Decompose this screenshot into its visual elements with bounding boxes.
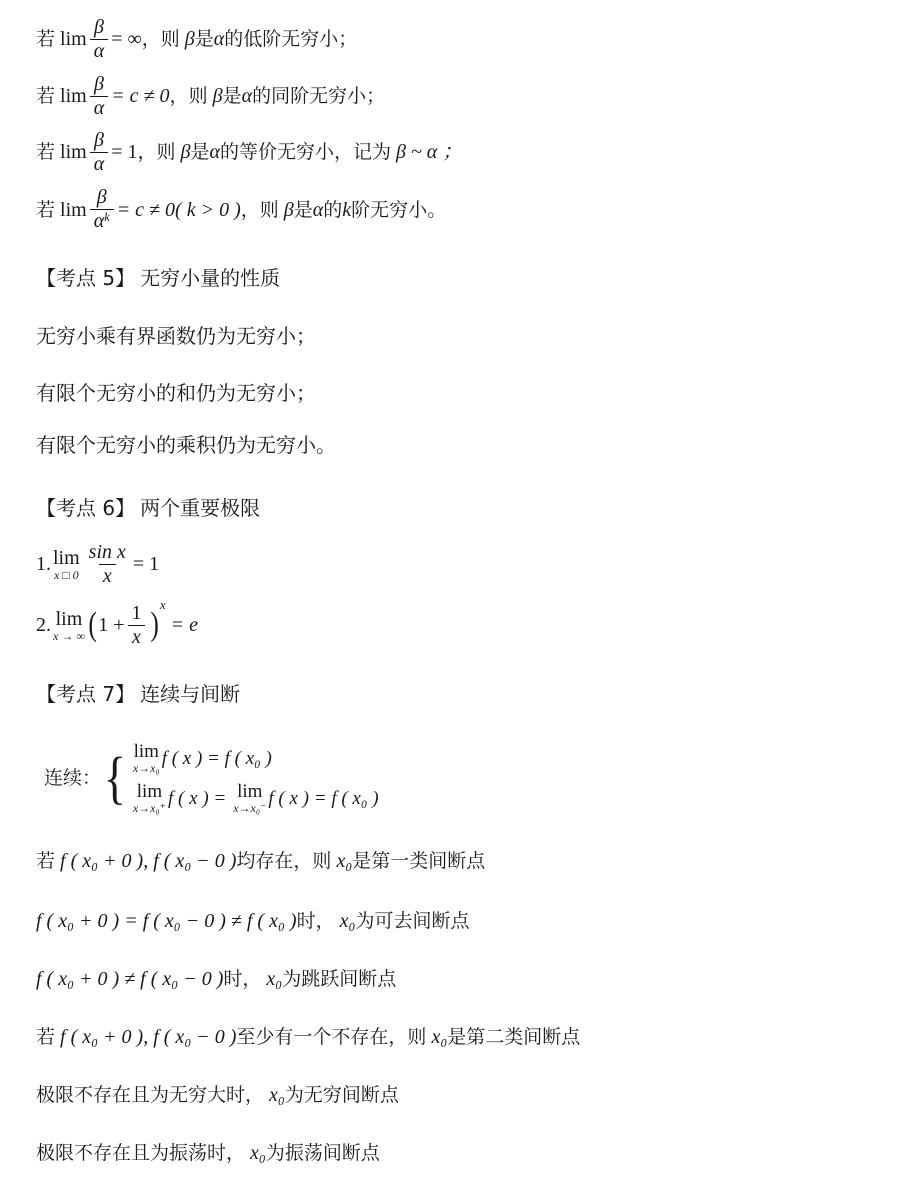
heading-kaodian-7 <box>36 678 866 726</box>
numerator-sinx: sin x <box>88 540 126 563</box>
continuity-row-1 <box>131 742 379 774</box>
then-ze: 则 <box>156 140 176 163</box>
formula-continuity-system <box>36 726 866 830</box>
relation-one: = 1 <box>111 141 138 163</box>
lim-with-subscript <box>53 548 80 581</box>
condition-k-positive: ( k > 0 ) <box>175 199 241 221</box>
lim-with-subscript-left <box>233 782 266 814</box>
kaodian-5-title: 无穷小量的性质 <box>140 266 281 290</box>
symbol-beta: β <box>180 141 191 163</box>
formula-same-order <box>36 68 866 124</box>
symbol-alpha: α <box>312 199 324 221</box>
numerator-beta: β <box>93 128 104 151</box>
kaodian-5-item-3 <box>36 420 866 472</box>
kaodian-5-item-1 <box>36 306 866 368</box>
kaodian-5-item-3-text: 有限个无穷小的乘积仍为无穷小。 <box>36 435 336 457</box>
continuity-row-2-expr-2: f ( x ) = f ( x₀ ) <box>268 787 379 809</box>
statement-removable <box>36 892 866 950</box>
system-rows <box>131 742 379 814</box>
is-shi: 是 <box>222 84 242 107</box>
symbol-alpha: α <box>213 28 225 50</box>
statement-2-mid: 时， <box>296 909 335 932</box>
fraction-beta-alpha-k <box>90 187 114 232</box>
prefix-ruo: 若 <box>36 27 56 50</box>
formula-lower-order <box>36 10 866 68</box>
statement-3-var: x₀ <box>266 968 283 990</box>
lim-operator: lim <box>60 28 87 50</box>
symbol-alpha: α <box>209 141 220 163</box>
comma-3: ， <box>137 140 157 163</box>
statement-first-kind <box>36 830 866 892</box>
statement-4-end: 是第二类间断点 <box>447 1025 581 1048</box>
statement-4-pre: 若 <box>36 1025 56 1048</box>
lim-subscript: x→x₀ <box>132 761 160 775</box>
limit-2-index: 2. <box>36 614 51 636</box>
statement-1-mid: 均存在，则 <box>236 849 332 872</box>
prefix-ruo: 若 <box>36 198 56 221</box>
numerator-beta: β <box>93 15 104 38</box>
is-shi: 是 <box>293 198 313 221</box>
equals-e: = e <box>170 614 198 636</box>
continuity-row-2-expr-1: f ( x ) = <box>168 787 227 809</box>
lim-operator: lim <box>60 85 87 107</box>
statement-infinite <box>36 1066 866 1124</box>
tail-pre-de: 的 <box>323 198 343 221</box>
kaodian-6-label: 【考点 6】 <box>36 496 136 520</box>
statement-6-var: x₀ <box>250 1142 266 1164</box>
fraction-beta-alpha <box>90 130 109 175</box>
prefix-ruo: 若 <box>36 140 56 163</box>
lim-operator: lim <box>60 199 87 221</box>
open-paren: ( <box>88 605 97 643</box>
lim-subscript: x→x₀⁻ <box>233 801 267 815</box>
formula-limit-e <box>36 592 866 658</box>
relation-c-nonzero: = c ≠ 0 <box>111 85 170 107</box>
lim-operator: lim <box>53 546 80 569</box>
tail-text-4: 阶无穷小。 <box>351 198 447 221</box>
statement-1-end: 是第一类间断点 <box>352 849 486 872</box>
base-one-plus: 1 + <box>98 614 125 636</box>
numerator-beta: β <box>93 72 104 95</box>
symbol-beta: β <box>184 28 195 50</box>
then-ze: 则 <box>259 198 279 221</box>
statement-3-math: f ( x₀ + 0 ) ≠ f ( x₀ − 0 ) <box>36 968 224 990</box>
then-ze: 则 <box>188 84 208 107</box>
comma-2: ， <box>169 84 189 107</box>
prefix-ruo: 若 <box>36 84 56 107</box>
denominator-x: x <box>128 625 145 648</box>
lim-subscript: x → ∞ <box>53 628 85 643</box>
is-shi: 是 <box>190 140 210 163</box>
lim-with-subscript <box>53 609 85 642</box>
numerator-beta: β <box>96 186 107 209</box>
fraction-sinx-over-x <box>85 542 130 587</box>
comma-4: ， <box>240 198 260 221</box>
statement-second-kind <box>36 1008 866 1066</box>
kaodian-5-label: 【考点 5】 <box>36 266 136 290</box>
formula-k-order <box>36 180 866 240</box>
statement-4-mid: 至少有一个不存在，则 <box>236 1025 427 1048</box>
statement-2-math: f ( x₀ + 0 ) = f ( x₀ − 0 ) ≠ f ( x₀ ) <box>36 910 297 932</box>
lim-operator: lim <box>136 781 163 802</box>
statement-3-mid: 时， <box>223 967 262 990</box>
statement-5-end: 为无穷间断点 <box>284 1083 399 1106</box>
symbol-alpha: α <box>241 85 253 107</box>
is-shi: 是 <box>194 27 214 50</box>
limit-1-index: 1. <box>36 553 51 575</box>
comma-1: ， <box>141 27 161 50</box>
statement-jump <box>36 950 866 1008</box>
close-paren: ) <box>149 605 159 643</box>
statement-2-end: 为可去间断点 <box>355 909 470 932</box>
continuity-row-1-expr: f ( x ) = f ( x₀ ) <box>161 747 272 769</box>
kaodian-7-title: 连续与间断 <box>140 682 241 706</box>
denominator-alpha: α <box>90 96 109 119</box>
kaodian-6-title: 两个重要极限 <box>140 496 261 520</box>
denominator-x: x <box>99 564 116 587</box>
statement-3-end: 为跳跃间断点 <box>282 967 397 990</box>
statement-oscillating <box>36 1124 866 1182</box>
tail-text-2: 的同阶无穷小； <box>252 84 386 107</box>
statement-5-pre: 极限不存在且为无穷大时， <box>36 1083 265 1106</box>
fraction-one-over-x <box>128 603 146 648</box>
statement-2-var: x₀ <box>339 910 356 932</box>
statement-4-var: x₀ <box>431 1026 448 1048</box>
lim-with-subscript <box>133 742 160 774</box>
statement-4-math: f ( x₀ + 0 ), f ( x₀ − 0 ) <box>60 1026 237 1048</box>
heading-kaodian-5 <box>36 262 866 306</box>
continuity-label: 连续： <box>44 766 102 789</box>
symbol-beta: β <box>212 85 223 107</box>
brace-system <box>101 742 379 814</box>
equals-one: = 1 <box>132 553 160 575</box>
statement-1-var: x₀ <box>336 850 353 872</box>
denominator-alpha: α <box>90 152 109 175</box>
statement-5-var: x₀ <box>269 1084 285 1106</box>
tail-text-3: 的等价无穷小，记为 <box>219 140 391 163</box>
kaodian-5-item-1-text: 无穷小乘有界函数仍为无穷小； <box>36 326 316 348</box>
denominator-alpha-k <box>90 209 114 232</box>
exponent-k: k <box>104 210 110 225</box>
lim-operator: lim <box>237 781 263 802</box>
kaodian-7-label: 【考点 7】 <box>36 682 136 706</box>
lim-subscript: x □ 0 <box>54 567 79 582</box>
statement-6-end: 为振荡间断点 <box>265 1141 380 1164</box>
then-ze: 则 <box>160 27 180 50</box>
tail-text-1: 的低阶无穷小； <box>224 27 358 50</box>
lim-with-subscript-right <box>133 782 166 814</box>
lim-operator: lim <box>133 741 159 762</box>
continuity-row-2 <box>131 782 379 814</box>
formula-equivalent <box>36 124 866 180</box>
lim-operator: lim <box>55 607 83 630</box>
equivalence-note: β ~ α ； <box>396 141 463 163</box>
left-brace: { <box>103 745 127 810</box>
fraction-beta-alpha <box>90 74 109 119</box>
numerator-one: 1 <box>131 601 142 624</box>
denominator-alpha: α <box>93 210 105 233</box>
symbol-k: k <box>342 199 352 221</box>
denominator-alpha: α <box>90 39 109 62</box>
lim-operator: lim <box>60 141 87 163</box>
lim-subscript: x→x₀⁺ <box>132 801 167 815</box>
statement-6-pre: 极限不存在且为振荡时， <box>36 1141 246 1164</box>
statement-1-pre: 若 <box>36 849 56 872</box>
statement-1-math: f ( x₀ + 0 ), f ( x₀ − 0 ) <box>60 850 237 872</box>
relation-infinity: = ∞ <box>111 28 142 50</box>
heading-kaodian-6 <box>36 492 866 536</box>
fraction-beta-alpha <box>90 17 109 62</box>
symbol-beta: β <box>283 199 294 221</box>
kaodian-5-item-2 <box>36 368 866 420</box>
formula-limit-sinx-over-x <box>36 536 866 592</box>
relation-c-nonzero: = c ≠ 0 <box>116 199 176 221</box>
kaodian-5-item-2-text: 有限个无穷小的和仍为无穷小； <box>36 383 316 405</box>
exponent-x: x <box>159 597 166 612</box>
